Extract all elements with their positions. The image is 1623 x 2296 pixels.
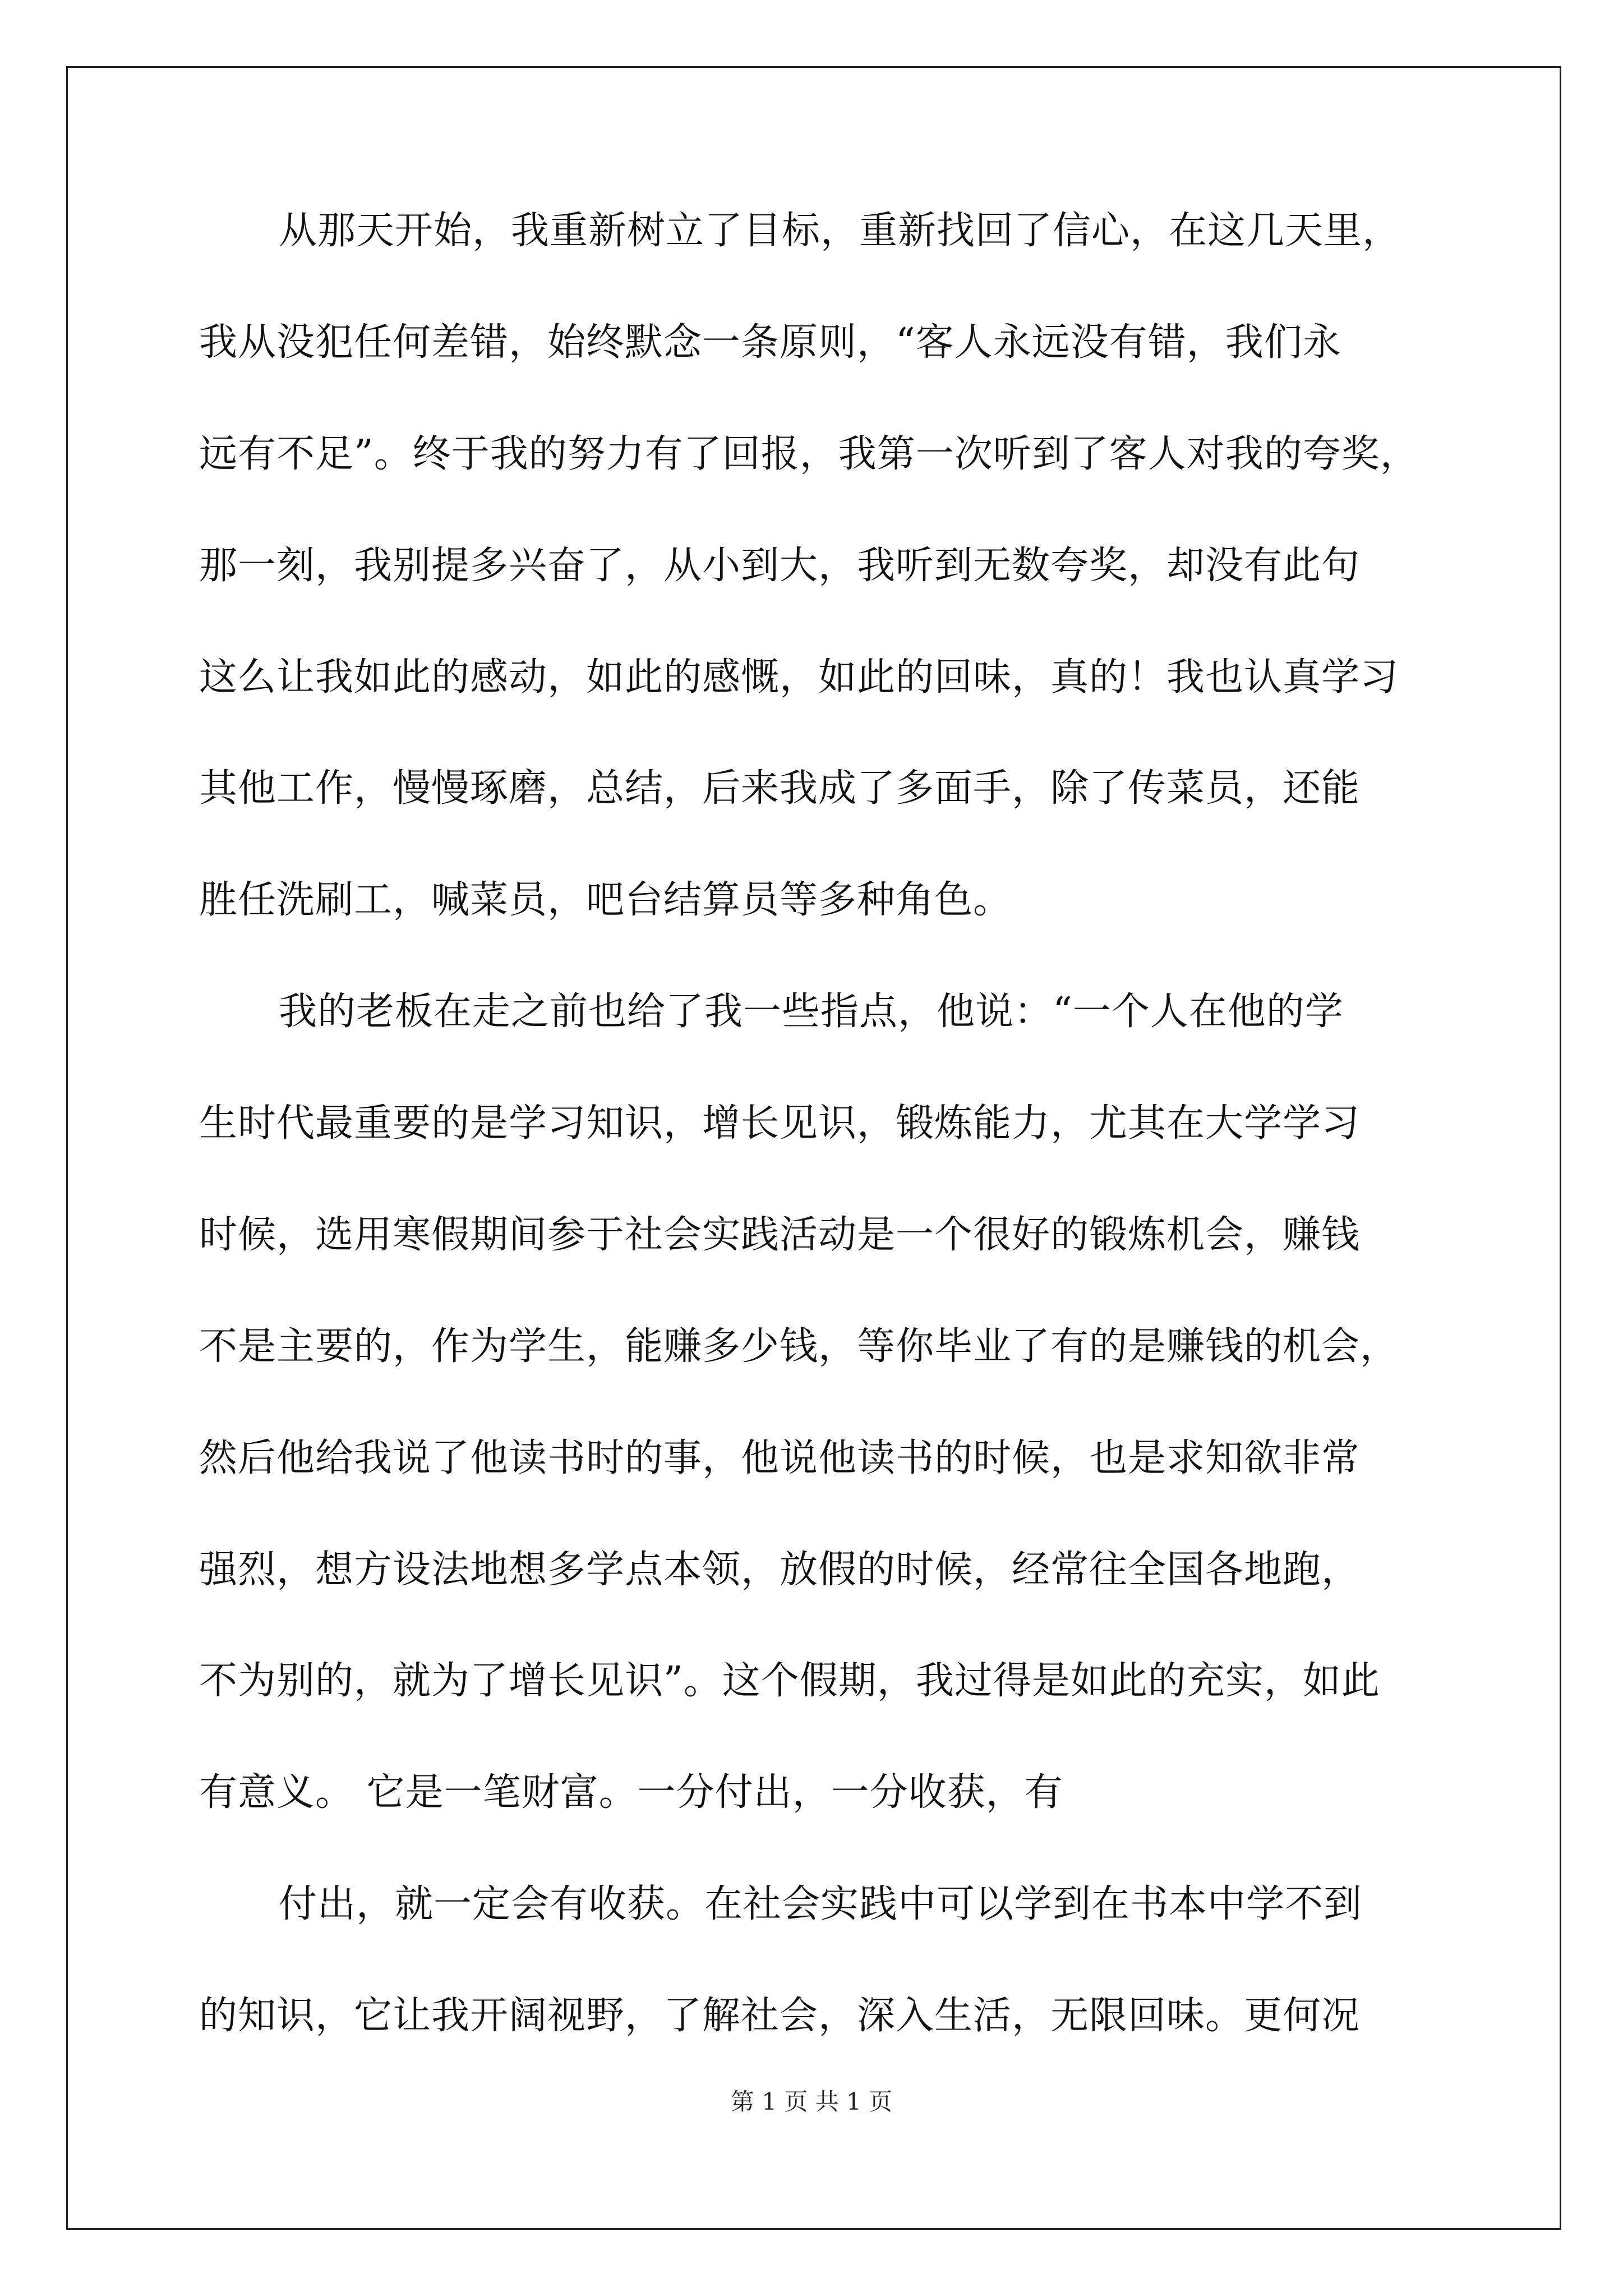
paragraph-line: 有意义。 它是一笔财富。一分付出，一分收获，有	[199, 1770, 1063, 1815]
paragraph-line: 我的老板在走之前也给了我一些指点，他说：“一个人在他的学	[279, 990, 1344, 1034]
paragraph-line: 然后他给我说了他读书时的事，他说他读书的时候，也是求知欲非常	[199, 1436, 1361, 1480]
paragraph-line: 其他工作，慢慢琢磨，总结，后来我成了多面手，除了传菜员，还能	[199, 766, 1361, 811]
paragraph-line: 不为别的，就为了增长见识”。这个假期，我过得是如此的充实，如此	[199, 1659, 1380, 1703]
paragraph-line: 我从没犯任何差错，始终默念一条原则，“客人永远没有错，我们永	[199, 320, 1341, 365]
paragraph-line: 时候，选用寒假期间参于社会实践活动是一个很好的锻炼机会，赚钱	[199, 1213, 1361, 1257]
paragraph-line: 从那天开始，我重新树立了目标，重新找回了信心，在这几天里，	[279, 209, 1401, 253]
paragraph-line: 强烈，想方设法地想多学点本领，放假的时候，经常往全国各地跑，	[199, 1548, 1361, 1592]
paragraph-line: 这么让我如此的感动，如此的感慨，如此的回味，真的！我也认真学习	[199, 655, 1399, 700]
paragraph-line: 不是主要的，作为学生，能赚多少钱，等你毕业了有的是赚钱的机会，	[199, 1324, 1399, 1369]
paragraph-line: 那一刻，我别提多兴奋了，从小到大，我听到无数夸奖，却没有此句	[199, 544, 1361, 588]
paragraph-line: 生时代最重要的是学习知识，增长见识，锻炼能力，尤其在大学学习	[199, 1101, 1361, 1145]
paragraph-line: 付出，就一定会有收获。在社会实践中可以学到在书本中学不到	[279, 1882, 1363, 1926]
page-number: 第 1 页 共 1 页	[730, 2088, 893, 2115]
paragraph-line: 远有不足”。终于我的努力有了回报，我第一次听到了客人对我的夸奖，	[199, 432, 1419, 476]
paragraph-line: 的知识，它让我开阔视野，了解社会，深入生活，无限回味。更何况	[199, 1994, 1361, 2038]
paragraph-line: 胜任洗刷工，喊菜员，吧台结算员等多种角色。	[199, 878, 1012, 922]
